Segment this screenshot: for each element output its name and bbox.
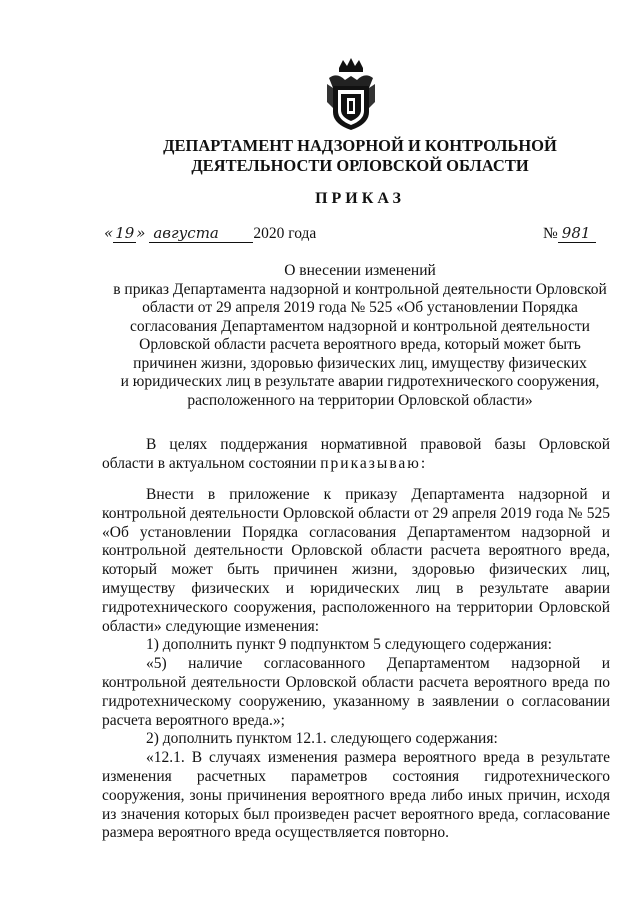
department-name-line: ДЕЯТЕЛЬНОСТИ ОРЛОВСКОЙ ОБЛАСТИ [191,156,529,175]
subject-line: О внесении изменений [284,262,436,279]
subject-line: причинен жизни, здоровью физических лиц, имуществу физических [133,354,587,372]
order-subject [100,262,620,410]
coat-of-arms-emblem [325,58,377,132]
order-word: приказываю: [320,454,428,472]
date-day-handwritten: 19 [115,224,135,242]
subject-line: и юридических лиц в результате аварии гидротехнического сооружения, [120,373,600,390]
preamble-text: В целях поддержания нормативной правовой базы Орловской области в актуальном состоянии [102,436,610,472]
date-month-handwritten: августа [149,224,253,243]
subject-line: Орловской области расчета вероятного вреда, который может быть [139,336,581,353]
date-year: 2020 года [253,225,317,242]
subject-line: области от 29 апреля 2019 года № 525 «Об установлении Порядка [142,299,578,316]
order-number [543,224,596,243]
number-prefix: № [543,225,558,242]
order-body [102,486,610,843]
department-name-line: ДЕПАРТАМЕНТ НАДЗОРНОЙ И КОНТРОЛЬНОЙ [163,136,557,155]
preamble-paragraph [102,436,610,474]
body-paragraph: Внести в приложение к приказу Департамента надзорной и контрольной деятельности Орловской области от 29 апреля 2019 года № 525 «Об установлении Порядка согласования Департаментом надзорной и контрольной деятельности Орловской области расчета вероятного вреда, который может быть причинен жизни, здоровью физических лиц, имуществу физических и юридических лиц в результате аварии гидротехнического сооружения, расположенного на территории Орловской области» следующие изменения: [102,486,610,635]
subject-line: расположенного на территории Орловской области» [187,391,533,409]
document-title: ПРИКАЗ [315,190,405,207]
body-paragraph: 1) дополнить пункт 9 подпунктом 5 следующего содержания: [146,636,552,654]
date-open-quote: « [104,224,114,242]
body-paragraph: «12.1. В случаях изменения размера вероятного вреда в результате изменения расчетных параметров состояния гидротехнического сооружения, зоны причинения вероятного вреда либо иных причин, исходя из значения которых был произведен расчет вероятного вреда, согласование размера вероятного вреда осуществляется повторно. [102,749,610,842]
subject-line: в приказ Департамента надзорной и контрольной деятельности Орловской [113,280,607,298]
number-value-handwritten: 981 [558,224,596,243]
preamble [102,436,610,474]
department-name [100,136,620,176]
date-close-quote: » [136,224,146,242]
order-date [104,224,316,246]
body-paragraph: 2) дополнить пунктом 12.1. следующего содержания: [146,730,498,748]
subject-line: согласования Департаментом надзорной и контрольной деятельности [130,317,590,335]
body-paragraph: «5) наличие согласованного Департаментом надзорной и контрольной деятельности Орловской области расчета вероятного вреда по гидротехническому сооружению, указанному в заявлении о согласовании расчета вероятного вреда.»; [102,655,610,729]
